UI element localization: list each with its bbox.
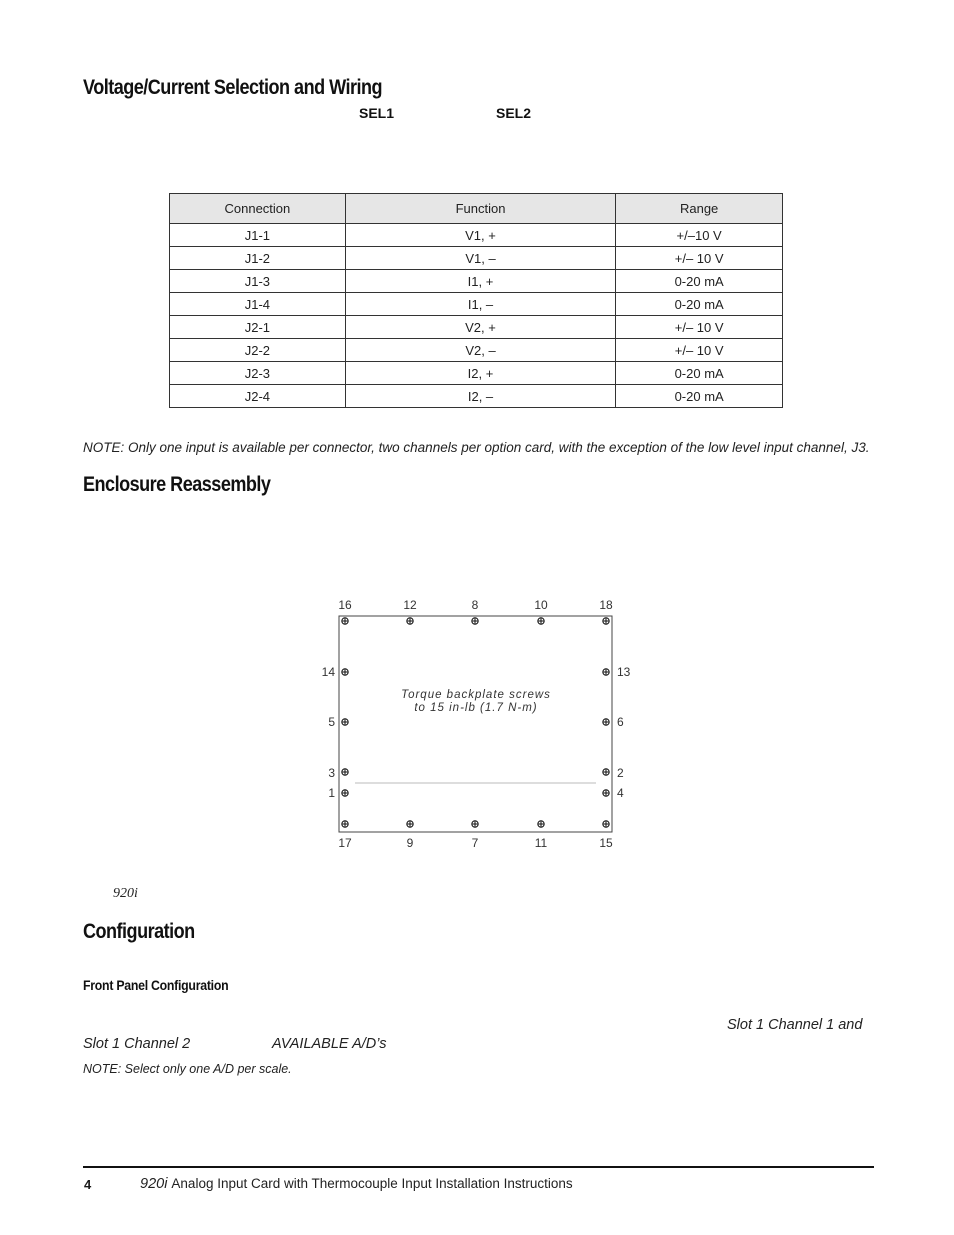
screw-label: 2 [617,766,624,780]
screw-label: 1 [328,786,335,800]
cell-range: 0-20 mA [616,270,783,293]
screw-icon [342,669,348,675]
cell-range: 0-20 mA [616,362,783,385]
cell-connection: J1-2 [170,247,346,270]
cell-function: V1, – [345,247,616,270]
backplate-screw-diagram [300,590,660,855]
screw-icon [603,618,609,624]
screw-label: 14 [321,665,335,679]
screw-icon [603,790,609,796]
column-header-range: Range [616,194,783,224]
wiring-table [169,193,783,408]
table-row [170,293,783,316]
cell-range: +/– 10 V [616,339,783,362]
screw-label: 17 [338,836,352,850]
cell-range: 0-20 mA [616,385,783,408]
screw-label: 8 [471,598,479,612]
sel2-label: SEL2 [496,105,532,121]
screw-label: 12 [403,598,417,612]
table-row [170,270,783,293]
cell-connection: J2-1 [170,316,346,339]
screw-icon [472,821,478,827]
available-ad-menu-text: AVAILABLE A/D’s [272,1036,387,1052]
section-title-voltage-wiring: Voltage/Current Selection and Wiring [83,76,383,99]
screw-label: 13 [617,665,631,679]
screw-icon [342,769,348,775]
screw-label: 11 [534,836,548,850]
screw-icon [407,618,413,624]
column-header-function: Function [345,194,616,224]
cell-function: I1, – [345,293,616,316]
cell-function: I2, + [345,362,616,385]
subsection-title-front-panel: Front Panel Configuration [83,977,229,993]
torque-instruction-line1: Torque backplate screws [401,689,551,701]
cell-function: V1, + [345,224,616,247]
screw-icon [342,821,348,827]
page-number: 4 [84,1177,92,1192]
section-title-enclosure: Enclosure Reassembly [83,473,271,496]
cell-range: +/– 10 V [616,316,783,339]
footer-document-title [140,1176,573,1192]
table-row [170,362,783,385]
table-row [170,224,783,247]
cell-range: 0-20 mA [616,293,783,316]
screw-icon [342,618,348,624]
screw-label: 6 [617,715,624,729]
screw-icon [342,790,348,796]
cell-function: I1, + [345,270,616,293]
cell-function: I2, – [345,385,616,408]
screw-label: 18 [599,598,613,612]
screw-icon [538,821,544,827]
screw-icon [407,821,413,827]
screw-icon [603,821,609,827]
screw-label: 4 [617,786,624,800]
screw-icon [472,618,478,624]
table-header-row [170,194,783,224]
screw-label: 10 [534,598,548,612]
sel1-label: SEL1 [359,105,395,121]
cell-range: +/–10 V [616,224,783,247]
column-header-connection: Connection [170,194,346,224]
figure-caption-model: 920i [113,886,138,901]
screw-label: 15 [599,836,613,850]
screw-label: 5 [328,715,335,729]
screw-label: 9 [406,836,414,850]
ad-selection-note: NOTE: Select only one A/D per scale. [83,1062,292,1076]
backplate-outline [339,616,612,832]
screw-icon [603,719,609,725]
screw-icon [603,769,609,775]
cell-connection: J1-1 [170,224,346,247]
screw-icon [538,618,544,624]
cell-connection: J1-4 [170,293,346,316]
screw-icon [603,669,609,675]
screw-label: 7 [471,836,479,850]
torque-instruction-line2: to 15 in-lb (1.7 N-m) [414,702,538,714]
slot-channel-2-text: Slot 1 Channel 2 [83,1036,191,1052]
footer-title: Analog Input Card with Thermocouple Input Installation Instructions [171,1176,573,1191]
screw-label: 16 [338,598,352,612]
screw-label: 3 [328,766,335,780]
section-title-configuration: Configuration [83,920,195,943]
table-row [170,247,783,270]
cell-connection: J1-3 [170,270,346,293]
cell-connection: J2-4 [170,385,346,408]
cell-range: +/– 10 V [616,247,783,270]
connector-note: NOTE: Only one input is available per connector, two channels per option card, with the exception of the low level input channel, J3. [83,440,870,455]
cell-connection: J2-2 [170,339,346,362]
slot-channel-1-text: Slot 1 Channel 1 and [727,1017,863,1033]
footer-rule [83,1166,874,1168]
cell-connection: J2-3 [170,362,346,385]
cell-function: V2, – [345,339,616,362]
table-row [170,316,783,339]
table-row [170,385,783,408]
footer-model: 920i [140,1176,168,1192]
screw-icon [342,719,348,725]
cell-function: V2, + [345,316,616,339]
table-row [170,339,783,362]
